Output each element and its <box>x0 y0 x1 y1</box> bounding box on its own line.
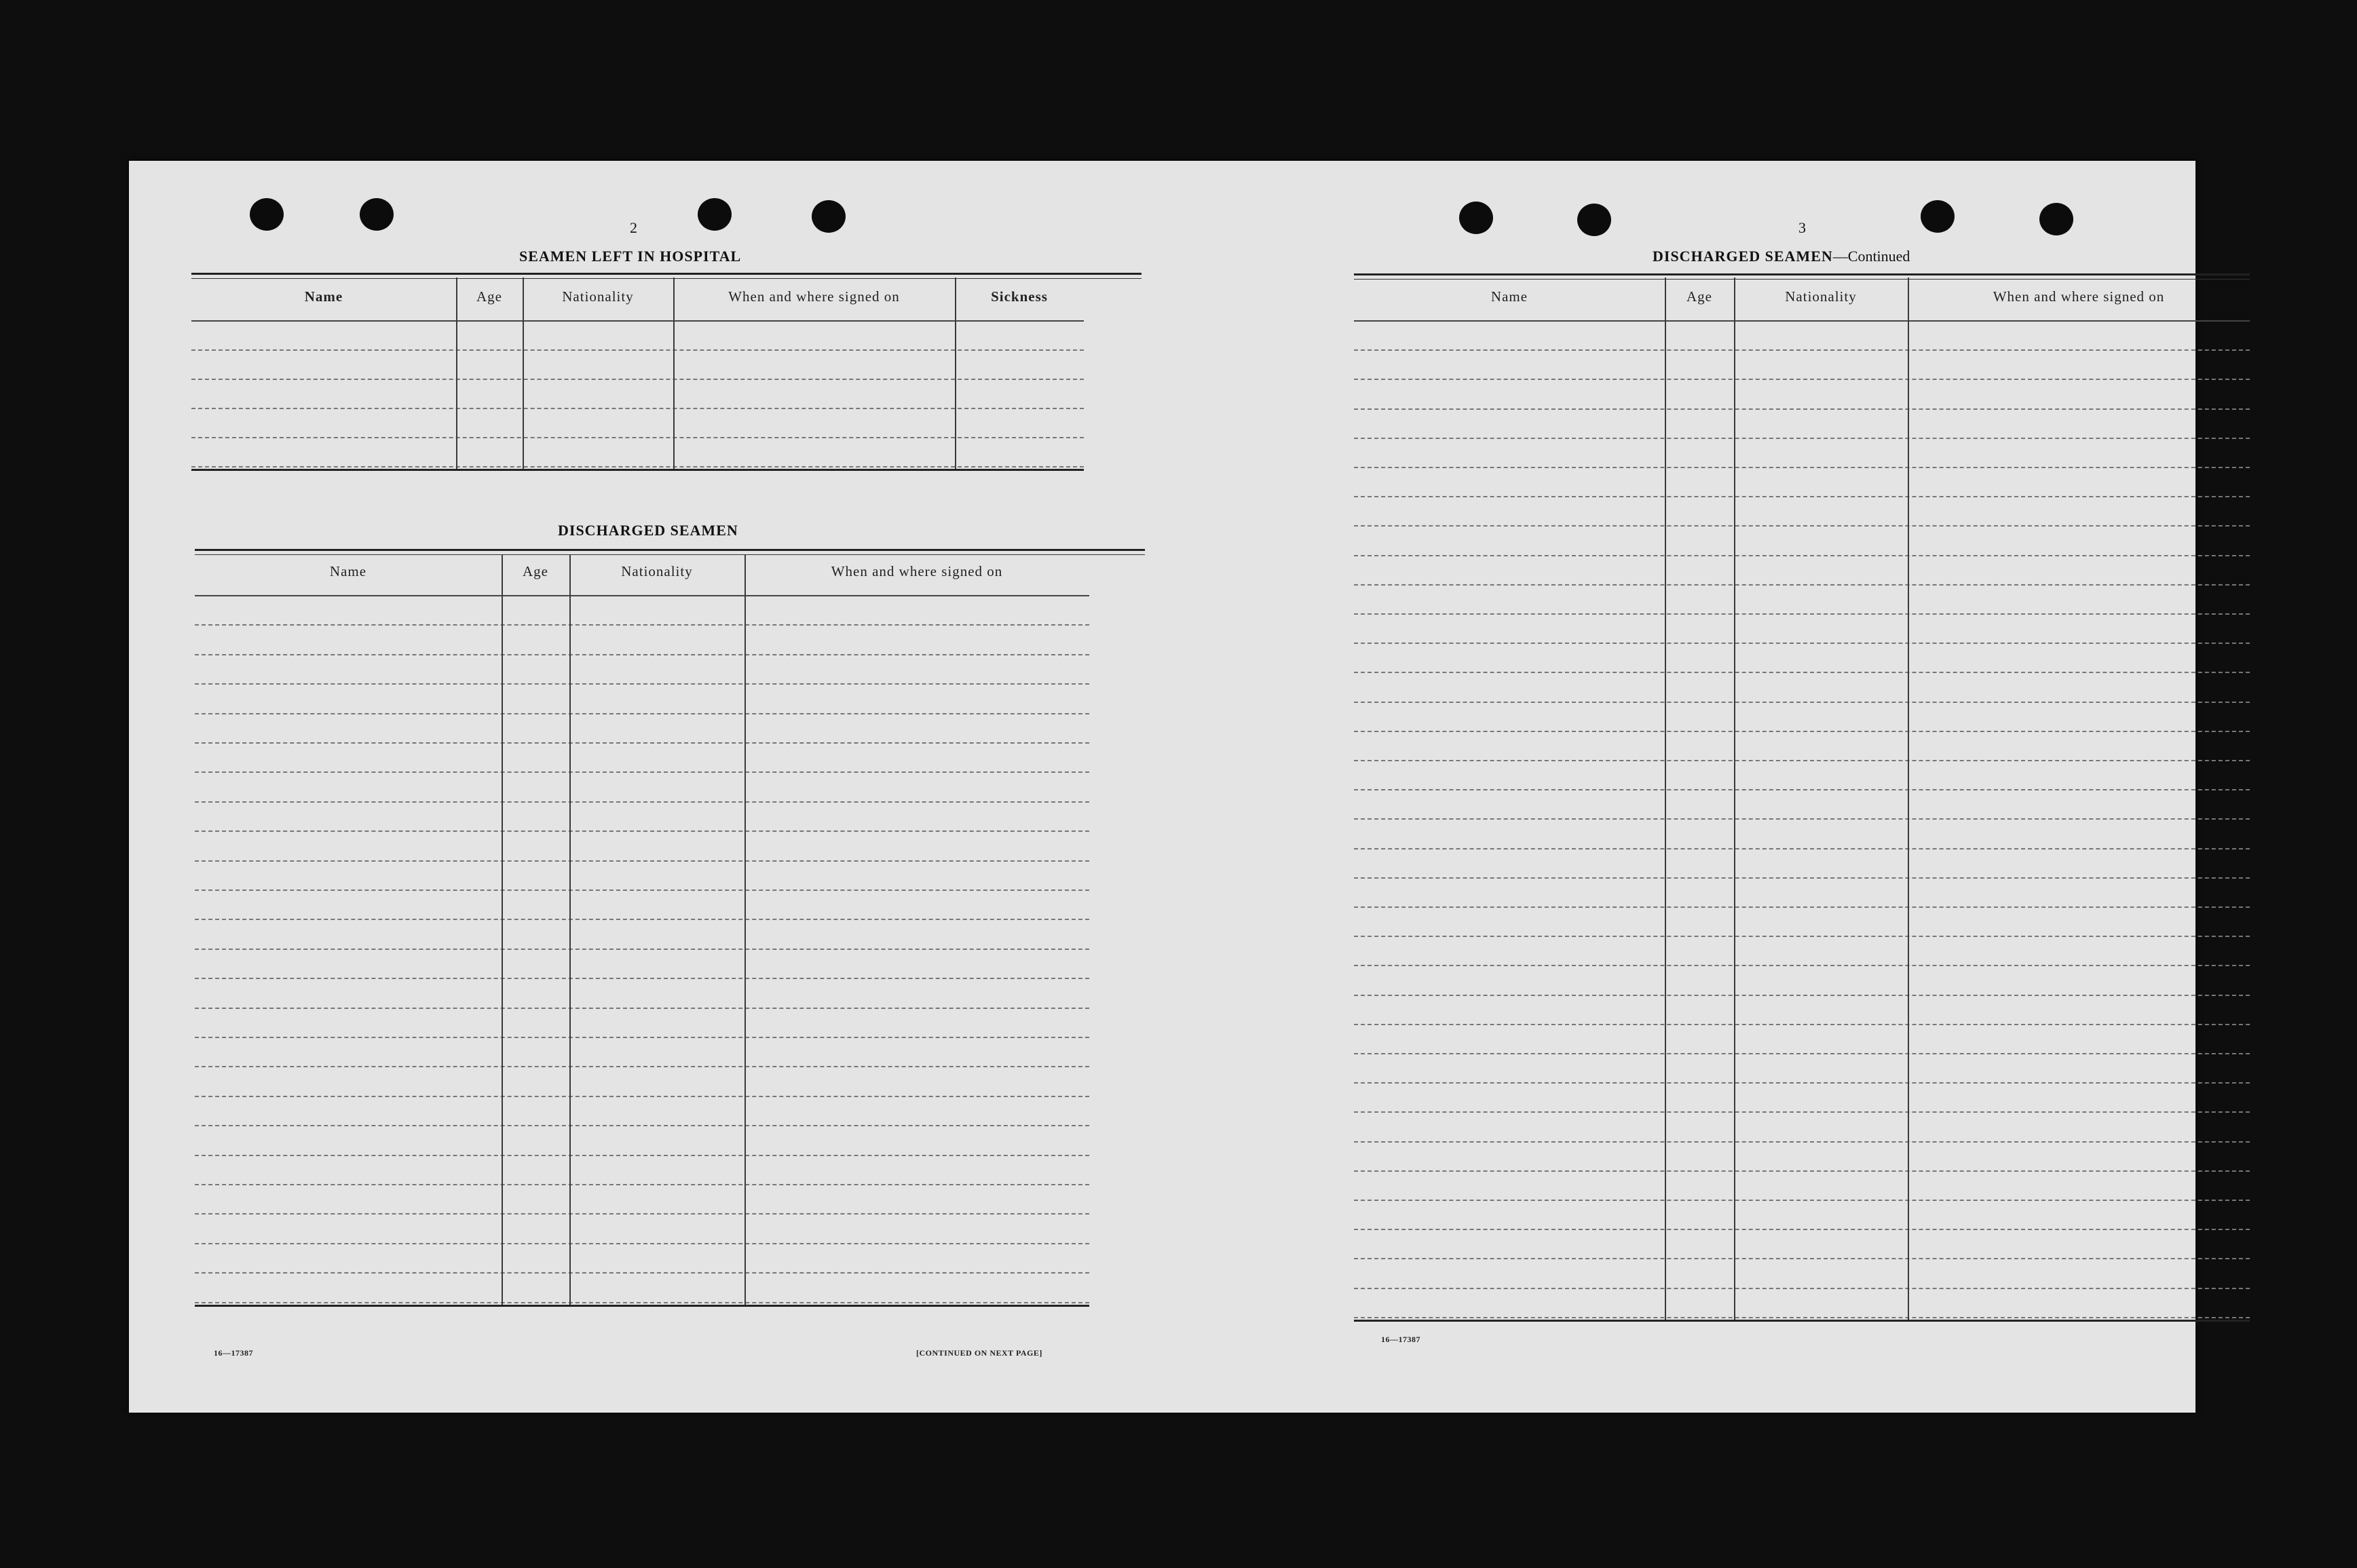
punch-hole <box>1577 204 1611 236</box>
row-line <box>195 1184 1089 1185</box>
row-line <box>1354 613 2250 615</box>
section-rule <box>195 549 1145 555</box>
row-line <box>195 949 1089 950</box>
row-line <box>1354 1170 2250 1172</box>
form-number: 16—17387 <box>1381 1335 1420 1344</box>
column-separator <box>523 278 524 469</box>
row-line <box>195 1155 1089 1156</box>
column-header-age: Age <box>1686 288 1712 305</box>
row-line <box>1354 1317 2250 1318</box>
row-line <box>1354 643 2250 644</box>
row-line <box>1354 1082 2250 1084</box>
page-number: 2 <box>630 219 637 236</box>
row-line <box>1354 1141 2250 1143</box>
punch-hole <box>1921 200 1955 233</box>
row-line <box>1354 760 2250 761</box>
column-header-nationality: Nationality <box>562 288 634 305</box>
right-page <box>1174 161 2195 1413</box>
row-line <box>1354 965 2250 966</box>
title-text: DISCHARGED SEAMEN <box>1653 248 1833 265</box>
punch-hole <box>250 198 284 231</box>
row-line <box>195 1037 1089 1038</box>
row-line <box>1354 379 2250 380</box>
hospital-section-title: SEAMEN LEFT IN HOSPITAL <box>519 248 742 265</box>
column-separator <box>502 554 503 1305</box>
row-line <box>195 654 1089 655</box>
column-separator <box>1734 278 1735 1320</box>
row-line <box>195 1096 1089 1097</box>
column-header-age: Age <box>476 288 502 305</box>
row-line <box>1354 702 2250 703</box>
table-bottom-rule <box>195 1305 1089 1307</box>
row-line <box>1354 1200 2250 1201</box>
column-separator <box>569 554 571 1305</box>
row-line <box>1354 584 2250 586</box>
page-number: 3 <box>1798 219 1806 236</box>
row-line <box>1354 731 2250 732</box>
column-header-signed-on: When and where signed on <box>728 288 900 305</box>
header-underline <box>1354 320 2250 322</box>
row-line <box>195 890 1089 891</box>
discharged-section-title: DISCHARGED SEAMEN <box>558 522 738 539</box>
discharged-continued-title <box>1653 248 1910 265</box>
row-line <box>1354 408 2250 410</box>
row-line <box>1354 877 2250 879</box>
table-bottom-rule <box>191 469 1084 471</box>
row-line <box>195 1272 1089 1274</box>
column-header-signed-on: When and where signed on <box>1993 288 2165 305</box>
row-line <box>1354 936 2250 937</box>
row-line <box>195 683 1089 685</box>
row-line <box>195 713 1089 714</box>
row-line <box>195 1213 1089 1215</box>
column-separator <box>456 278 457 469</box>
row-line <box>1354 349 2250 351</box>
row-line <box>1354 906 2250 908</box>
column-separator <box>744 554 746 1305</box>
header-underline <box>191 320 1084 322</box>
row-line <box>195 830 1089 832</box>
row-line <box>1354 1229 2250 1230</box>
title-suffix: —Continued <box>1832 248 1910 265</box>
section-rule <box>1354 273 2250 280</box>
row-line <box>1354 1288 2250 1289</box>
row-line <box>195 801 1089 803</box>
row-line <box>195 1125 1089 1126</box>
row-line <box>191 349 1084 351</box>
column-separator <box>955 278 956 469</box>
column-header-sickness: Sickness <box>991 288 1048 305</box>
row-line <box>1354 1258 2250 1259</box>
row-line <box>195 1008 1089 1009</box>
row-line <box>1354 1024 2250 1025</box>
left-page <box>129 161 1174 1413</box>
form-number: 16—17387 <box>214 1348 253 1358</box>
row-line <box>191 408 1084 409</box>
punch-hole <box>698 198 732 231</box>
continued-note: [CONTINUED ON NEXT PAGE] <box>916 1348 1042 1358</box>
punch-hole <box>812 200 846 233</box>
row-line <box>1354 496 2250 497</box>
header-underline <box>195 595 1089 596</box>
row-line <box>1354 789 2250 790</box>
column-header-nationality: Nationality <box>1785 288 1857 305</box>
column-separator <box>1665 278 1666 1320</box>
row-line <box>191 437 1084 438</box>
column-separator <box>673 278 675 469</box>
row-line <box>195 1302 1089 1303</box>
row-line <box>1354 467 2250 468</box>
row-line <box>195 860 1089 862</box>
row-line <box>195 919 1089 920</box>
section-rule <box>191 273 1142 279</box>
row-line <box>1354 672 2250 673</box>
row-line <box>195 771 1089 773</box>
row-line <box>1354 1053 2250 1054</box>
row-line <box>1354 848 2250 849</box>
row-line <box>195 624 1089 626</box>
row-line <box>191 466 1084 467</box>
column-header-name: Name <box>1490 288 1528 305</box>
punch-hole <box>1459 202 1493 234</box>
row-line <box>1354 995 2250 996</box>
column-header-nationality: Nationality <box>621 563 693 579</box>
row-line <box>195 1066 1089 1067</box>
table-bottom-rule <box>1354 1320 2250 1322</box>
row-line <box>1354 818 2250 820</box>
column-separator <box>1908 278 1909 1320</box>
document-sheet <box>129 161 2195 1413</box>
row-line <box>1354 1111 2250 1113</box>
row-line <box>195 1243 1089 1244</box>
column-header-name: Name <box>329 563 367 579</box>
punch-hole <box>2039 203 2073 235</box>
row-line <box>195 978 1089 979</box>
column-header-name: Name <box>304 288 343 305</box>
punch-hole <box>360 198 394 231</box>
row-line <box>1354 525 2250 527</box>
row-line <box>1354 438 2250 439</box>
column-header-age: Age <box>523 563 548 579</box>
row-line <box>1354 555 2250 556</box>
row-line <box>191 379 1084 380</box>
column-header-signed-on: When and where signed on <box>831 563 1003 579</box>
row-line <box>195 742 1089 744</box>
